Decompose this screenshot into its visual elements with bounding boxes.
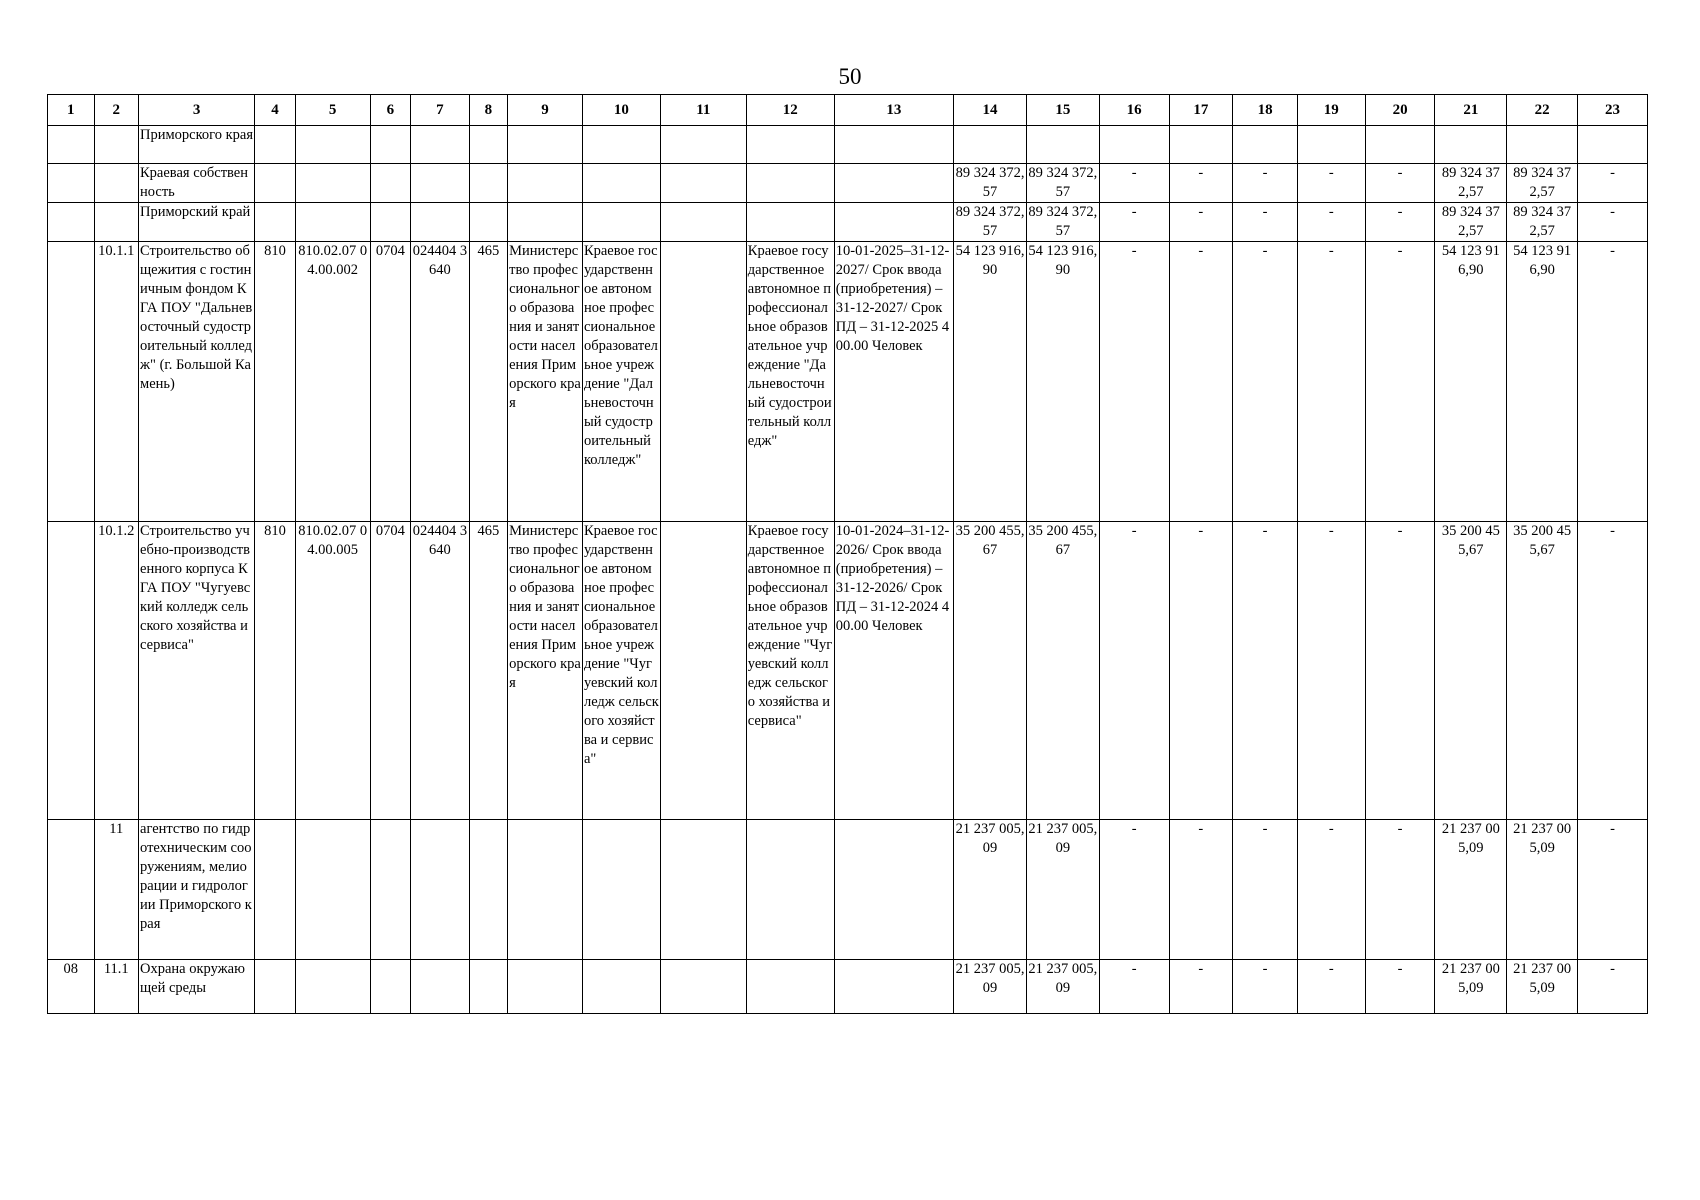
table-cell-col-18 xyxy=(1233,126,1298,164)
table-cell-col-2 xyxy=(94,203,139,242)
table-cell-col-20: - xyxy=(1365,164,1435,203)
table-cell-col-23: - xyxy=(1578,242,1648,522)
table-cell-col-20 xyxy=(1365,126,1435,164)
table-cell-col-8 xyxy=(469,820,507,960)
column-header: 22 xyxy=(1507,95,1578,126)
table-cell-col-15: 21 237 005,09 xyxy=(1026,960,1099,1014)
table-cell-col-17: - xyxy=(1169,820,1233,960)
table-cell-col-11 xyxy=(660,242,746,522)
column-header: 17 xyxy=(1169,95,1233,126)
table-row xyxy=(48,126,1648,164)
table-cell-col-4 xyxy=(255,960,295,1014)
table-cell-col-21 xyxy=(1435,126,1507,164)
table-cell-col-13 xyxy=(834,820,953,960)
table-cell-col-9: Министерство профессионального образования и занятости населения Приморского края xyxy=(508,242,583,522)
table-cell-col-16: - xyxy=(1099,522,1169,820)
table-cell-col-18: - xyxy=(1233,242,1298,522)
table-cell-col-11 xyxy=(660,126,746,164)
table-cell-col-7: 024404 3640 xyxy=(411,242,470,522)
table-cell-col-1 xyxy=(48,242,95,522)
table-cell-col-10 xyxy=(582,203,660,242)
table-cell-col-21: 89 324 372,57 xyxy=(1435,203,1507,242)
table-cell-col-20: - xyxy=(1365,242,1435,522)
table-cell-col-18: - xyxy=(1233,522,1298,820)
table-cell-col-14: 21 237 005,09 xyxy=(954,960,1027,1014)
table-cell-col-7: 024404 3640 xyxy=(411,522,470,820)
column-header: 9 xyxy=(508,95,583,126)
column-header: 10 xyxy=(582,95,660,126)
table-cell-col-17 xyxy=(1169,126,1233,164)
table-cell-col-9 xyxy=(508,203,583,242)
table-cell-col-16: - xyxy=(1099,820,1169,960)
table-cell-col-3: Приморского края xyxy=(139,126,255,164)
table-cell-col-23: - xyxy=(1578,820,1648,960)
table-cell-col-20: - xyxy=(1365,203,1435,242)
table-cell-col-10 xyxy=(582,960,660,1014)
table-cell-col-4 xyxy=(255,820,295,960)
table-cell-col-23: - xyxy=(1578,164,1648,203)
table-cell-col-21: 54 123 916,90 xyxy=(1435,242,1507,522)
table-cell-col-13 xyxy=(834,960,953,1014)
table-cell-col-16: - xyxy=(1099,203,1169,242)
table-cell-col-3: Краевая собственность xyxy=(139,164,255,203)
table-cell-col-19: - xyxy=(1297,203,1365,242)
table-cell-col-15: 54 123 916,90 xyxy=(1026,242,1099,522)
column-header: 7 xyxy=(411,95,470,126)
table-cell-col-5 xyxy=(295,820,370,960)
table-cell-col-11 xyxy=(660,960,746,1014)
table-cell-col-12 xyxy=(746,126,834,164)
table-cell-col-16: - xyxy=(1099,960,1169,1014)
table-cell-col-8: 465 xyxy=(469,522,507,820)
table-cell-col-19 xyxy=(1297,126,1365,164)
table-cell-col-21: 89 324 372,57 xyxy=(1435,164,1507,203)
column-header: 16 xyxy=(1099,95,1169,126)
column-header: 20 xyxy=(1365,95,1435,126)
column-header: 4 xyxy=(255,95,295,126)
column-header: 11 xyxy=(660,95,746,126)
column-header: 19 xyxy=(1297,95,1365,126)
table-cell-col-18: - xyxy=(1233,820,1298,960)
table-cell-col-21: 21 237 005,09 xyxy=(1435,820,1507,960)
page-number: 50 xyxy=(838,64,862,89)
table-row xyxy=(48,164,1648,203)
table-cell-col-19: - xyxy=(1297,164,1365,203)
table-cell-col-22: 35 200 455,67 xyxy=(1507,522,1578,820)
table-cell-col-2 xyxy=(94,126,139,164)
table-cell-col-7 xyxy=(411,203,470,242)
table-cell-col-7 xyxy=(411,126,470,164)
table-cell-col-11 xyxy=(660,522,746,820)
table-cell-col-10 xyxy=(582,164,660,203)
table-cell-col-6: 0704 xyxy=(370,522,410,820)
table-cell-col-6 xyxy=(370,164,410,203)
table-cell-col-9 xyxy=(508,164,583,203)
table-cell-col-15: 21 237 005,09 xyxy=(1026,820,1099,960)
column-header: 5 xyxy=(295,95,370,126)
table-cell-col-22 xyxy=(1507,126,1578,164)
program-table xyxy=(47,94,1648,1014)
table-cell-col-19: - xyxy=(1297,960,1365,1014)
column-header: 14 xyxy=(954,95,1027,126)
table-cell-col-9 xyxy=(508,126,583,164)
table-cell-col-6 xyxy=(370,203,410,242)
table-cell-col-6 xyxy=(370,820,410,960)
table-cell-col-3: Охрана окружающей среды xyxy=(139,960,255,1014)
table-row xyxy=(48,820,1648,960)
table-cell-col-8 xyxy=(469,203,507,242)
table-cell-col-23 xyxy=(1578,126,1648,164)
table-cell-col-1 xyxy=(48,522,95,820)
table-cell-col-23: - xyxy=(1578,960,1648,1014)
table-cell-col-20: - xyxy=(1365,522,1435,820)
table-cell-col-12: Краевое государственное автономное профессиональное образовательное учреждение "Чугуевский колледж сельского хозяйства и сервиса" xyxy=(746,522,834,820)
table-cell-col-14: 89 324 372,57 xyxy=(954,164,1027,203)
table-cell-col-3: Строительство учебно-производственного корпуса КГА ПОУ "Чугуевский колледж сельского хозяйства и сервиса" xyxy=(139,522,255,820)
table-cell-col-4 xyxy=(255,164,295,203)
table-cell-col-17: - xyxy=(1169,203,1233,242)
table-cell-col-5 xyxy=(295,126,370,164)
table-cell-col-1 xyxy=(48,203,95,242)
table-row xyxy=(48,960,1648,1014)
table-cell-col-1 xyxy=(48,164,95,203)
table-cell-col-4: 810 xyxy=(255,522,295,820)
table-cell-col-6 xyxy=(370,126,410,164)
table-row xyxy=(48,203,1648,242)
table-cell-col-22: 89 324 372,57 xyxy=(1507,203,1578,242)
table-cell-col-10 xyxy=(582,126,660,164)
table-cell-col-15: 35 200 455,67 xyxy=(1026,522,1099,820)
table-cell-col-13 xyxy=(834,203,953,242)
table-cell-col-17: - xyxy=(1169,164,1233,203)
table-cell-col-14: 54 123 916,90 xyxy=(954,242,1027,522)
table-cell-col-17: - xyxy=(1169,960,1233,1014)
table-cell-col-16: - xyxy=(1099,164,1169,203)
table-cell-col-13 xyxy=(834,126,953,164)
table-cell-col-14 xyxy=(954,126,1027,164)
table-cell-col-2: 10.1.1 xyxy=(94,242,139,522)
table-cell-col-11 xyxy=(660,203,746,242)
table-cell-col-22: 21 237 005,09 xyxy=(1507,960,1578,1014)
table-cell-col-9: Министерство профессионального образования и занятости населения Приморского края xyxy=(508,522,583,820)
column-header: 6 xyxy=(370,95,410,126)
table-cell-col-3: Приморский край xyxy=(139,203,255,242)
table-cell-col-2: 10.1.2 xyxy=(94,522,139,820)
table-cell-col-19: - xyxy=(1297,820,1365,960)
table-cell-col-17: - xyxy=(1169,522,1233,820)
table-cell-col-20: - xyxy=(1365,960,1435,1014)
column-header: 8 xyxy=(469,95,507,126)
table-cell-col-3: агентство по гидротехническим сооружениям, мелиорации и гидрологии Приморского края xyxy=(139,820,255,960)
header-row xyxy=(48,95,1648,126)
table-cell-col-1: 08 xyxy=(48,960,95,1014)
table-cell-col-13: 10-01-2024–31-12-2026/ Срок ввода (приобретения) – 31-12-2026/ Срок ПД – 31-12-2024 400.00 Человек xyxy=(834,522,953,820)
table-cell-col-12 xyxy=(746,820,834,960)
table-cell-col-12 xyxy=(746,960,834,1014)
table-cell-col-15: 89 324 372,57 xyxy=(1026,203,1099,242)
table-cell-col-13: 10-01-2025–31-12-2027/ Срок ввода (приобретения) – 31-12-2027/ Срок ПД – 31-12-2025 400.00 Человек xyxy=(834,242,953,522)
table-cell-col-4 xyxy=(255,126,295,164)
table-cell-col-18: - xyxy=(1233,960,1298,1014)
table-cell-col-9 xyxy=(508,820,583,960)
table-cell-col-21: 21 237 005,09 xyxy=(1435,960,1507,1014)
table-cell-col-5: 810.02.07 04.00.005 xyxy=(295,522,370,820)
table-cell-col-3: Строительство общежития с гостиничным фондом КГА ПОУ "Дальневосточный судостроительный колледж" (г. Большой Камень) xyxy=(139,242,255,522)
column-header: 12 xyxy=(746,95,834,126)
table-cell-col-6: 0704 xyxy=(370,242,410,522)
column-header: 3 xyxy=(139,95,255,126)
table-cell-col-14: 21 237 005,09 xyxy=(954,820,1027,960)
table-cell-col-1 xyxy=(48,820,95,960)
table-row xyxy=(48,522,1648,820)
table-cell-col-2: 11.1 xyxy=(94,960,139,1014)
table-cell-col-22: 54 123 916,90 xyxy=(1507,242,1578,522)
table-cell-col-12 xyxy=(746,164,834,203)
table-cell-col-8 xyxy=(469,126,507,164)
table-cell-col-10: Краевое государственное автономное профессиональное образовательное учреждение "Чугуевский колледж сельского хозяйства и сервиса" xyxy=(582,522,660,820)
column-header: 13 xyxy=(834,95,953,126)
table-cell-col-8 xyxy=(469,960,507,1014)
table-cell-col-6 xyxy=(370,960,410,1014)
table-cell-col-12 xyxy=(746,203,834,242)
table-cell-col-17: - xyxy=(1169,242,1233,522)
table-cell-col-11 xyxy=(660,164,746,203)
column-header: 21 xyxy=(1435,95,1507,126)
table-cell-col-2 xyxy=(94,164,139,203)
column-header: 1 xyxy=(48,95,95,126)
table-cell-col-9 xyxy=(508,960,583,1014)
table-row xyxy=(48,242,1648,522)
table-cell-col-22: 21 237 005,09 xyxy=(1507,820,1578,960)
table-cell-col-12: Краевое государственное автономное профессиональное образовательное учреждение "Дальневосточный судостроительный колледж" xyxy=(746,242,834,522)
table-cell-col-18: - xyxy=(1233,164,1298,203)
table-cell-col-16 xyxy=(1099,126,1169,164)
table-cell-col-5 xyxy=(295,960,370,1014)
table-cell-col-15: 89 324 372,57 xyxy=(1026,164,1099,203)
table-cell-col-23: - xyxy=(1578,203,1648,242)
table-cell-col-21: 35 200 455,67 xyxy=(1435,522,1507,820)
table-cell-col-4 xyxy=(255,203,295,242)
table-cell-col-7 xyxy=(411,164,470,203)
table-cell-col-11 xyxy=(660,820,746,960)
column-header: 15 xyxy=(1026,95,1099,126)
table-cell-col-5 xyxy=(295,164,370,203)
table-cell-col-1 xyxy=(48,126,95,164)
table-cell-col-16: - xyxy=(1099,242,1169,522)
table-cell-col-13 xyxy=(834,164,953,203)
table-cell-col-8 xyxy=(469,164,507,203)
table-cell-col-15 xyxy=(1026,126,1099,164)
table-cell-col-5 xyxy=(295,203,370,242)
table-cell-col-5: 810.02.07 04.00.002 xyxy=(295,242,370,522)
table-cell-col-10 xyxy=(582,820,660,960)
table-cell-col-7 xyxy=(411,960,470,1014)
table-cell-col-10: Краевое государственное автономное профессиональное образовательное учреждение "Дальневосточный судостроительный колледж" xyxy=(582,242,660,522)
column-header: 2 xyxy=(94,95,139,126)
table-cell-col-14: 35 200 455,67 xyxy=(954,522,1027,820)
table-cell-col-23: - xyxy=(1578,522,1648,820)
table-cell-col-18: - xyxy=(1233,203,1298,242)
table-cell-col-19: - xyxy=(1297,522,1365,820)
table-cell-col-14: 89 324 372,57 xyxy=(954,203,1027,242)
table-cell-col-8: 465 xyxy=(469,242,507,522)
table-cell-col-7 xyxy=(411,820,470,960)
table-body xyxy=(48,126,1648,1014)
column-header: 23 xyxy=(1578,95,1648,126)
column-header: 18 xyxy=(1233,95,1298,126)
table-cell-col-22: 89 324 372,57 xyxy=(1507,164,1578,203)
table-cell-col-19: - xyxy=(1297,242,1365,522)
table-cell-col-20: - xyxy=(1365,820,1435,960)
table-cell-col-2: 11 xyxy=(94,820,139,960)
table-cell-col-4: 810 xyxy=(255,242,295,522)
